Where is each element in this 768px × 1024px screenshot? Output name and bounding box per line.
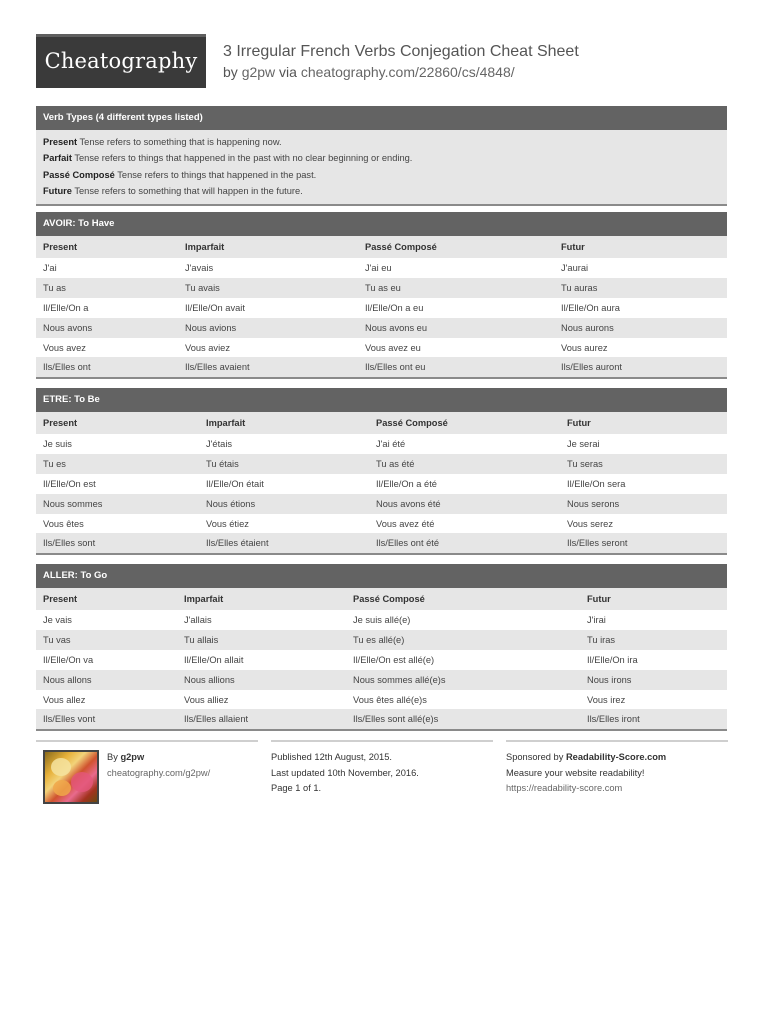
table-cell: Nous serons [560,494,727,514]
updated-date: Last updated 10th November, 2016. [271,767,419,778]
table-cell: Il/Elle/On a eu [358,298,554,318]
table-cell: Ils/Elles iront [580,709,727,729]
table-cell: Tu as été [369,454,560,474]
column-header: Present [36,588,177,610]
table-cell: Nous étions [199,494,369,514]
footer-sponsor-column [506,740,728,797]
column-header: Futur [554,236,727,258]
table-cell: Vous avez eu [358,338,554,358]
table-cell: Tu allais [177,630,346,650]
table-cell: Ils/Elles sont allé(e)s [346,709,580,729]
page-count: Page 1 of 1. [271,783,322,793]
table-row [36,650,727,670]
table-cell: Vous serez [560,514,727,534]
etre-heading: ETRE: To Be [36,388,727,412]
verb-type-item [43,183,720,199]
table-cell: Tu es allé(e) [346,630,580,650]
table-cell: Vous alliez [177,690,346,710]
table-cell: J'aurai [554,258,727,278]
table-cell: Je suis allé(e) [346,610,580,630]
table-header-row [36,588,727,610]
table-row [36,454,727,474]
table-cell: Il/Elle/On ira [580,650,727,670]
table-cell: Ils/Elles ont été [369,533,560,553]
verb-type-item [43,167,720,183]
table-cell: Ils/Elles sont [36,533,199,553]
verb-type-text: Tense refers to something that will happen in the future. [74,186,303,197]
avoir-table [36,236,727,377]
column-header: Imparfait [178,236,358,258]
table-cell: Il/Elle/On avait [178,298,358,318]
sponsor-link[interactable]: Readability-Score.com [565,752,667,762]
avoir-heading: AVOIR: To Have [36,212,727,236]
etre-section [36,388,727,555]
verb-type-term: Future [43,186,72,197]
table-cell: Tu auras [554,278,727,298]
table-cell: Il/Elle/On est allé(e) [346,650,580,670]
table-row [36,357,727,377]
table-cell: J'allais [177,610,346,630]
table-cell: Nous aurons [554,318,727,338]
table-row [36,258,727,278]
table-cell: J'ai été [369,434,560,454]
byline-via: via [279,64,297,80]
page-header [36,34,728,88]
table-cell: Nous allions [177,670,346,690]
page-footer [36,740,728,810]
aller-table [36,588,727,729]
table-row [36,318,727,338]
verb-type-item [43,134,720,150]
table-cell: Tu seras [560,454,727,474]
table-row [36,630,727,650]
table-cell: Ils/Elles ont [36,357,178,377]
table-cell: Il/Elle/On était [199,474,369,494]
published-date: Published 12th August, 2015. [271,752,392,762]
table-cell: Ils/Elles avaient [178,357,358,377]
verb-type-item [43,150,720,166]
table-header-row [36,412,727,434]
byline [223,64,515,80]
column-header: Passé Composé [358,236,554,258]
table-cell: Tu avais [178,278,358,298]
table-cell: Nous sommes [36,494,199,514]
table-row [36,434,727,454]
footer-dates-column [271,740,493,797]
column-header: Imparfait [199,412,369,434]
table-header-row [36,236,727,258]
page-title: 3 Irregular French Verbs Conjegation Cheat Sheet [223,43,579,60]
cheatography-logo[interactable]: Cheatography [36,34,206,88]
table-cell: Ils/Elles auront [554,357,727,377]
column-header: Futur [580,588,727,610]
table-cell: Vous allez [36,690,177,710]
verb-type-text: Tense refers to things that happened in the past with no clear beginning or ending. [74,153,413,164]
column-header: Imparfait [177,588,346,610]
aller-heading: ALLER: To Go [36,564,727,588]
footer-author-column [36,740,258,806]
table-cell: Il/Elle/On a été [369,474,560,494]
table-cell: Il/Elle/On aura [554,298,727,318]
table-row [36,338,727,358]
avatar-flower-shape [71,772,93,792]
table-cell: Tu iras [580,630,727,650]
sponsor-url[interactable]: https://readability-score.com [506,783,623,793]
column-header: Present [36,236,178,258]
sponsor-line [506,750,728,766]
sponsor-prefix: Sponsored by [506,752,564,762]
table-cell: J'étais [199,434,369,454]
verb-type-text: Tense refers to something that is happening now. [79,137,282,147]
avatar[interactable] [43,750,99,804]
table-cell: J'ai [36,258,178,278]
table-cell: Ils/Elles seront [560,533,727,553]
verb-type-text: Tense refers to things that happened in the past. [117,169,317,180]
table-cell: Nous avons été [369,494,560,514]
table-cell: Il/Elle/On va [36,650,177,670]
table-cell: Vous aviez [178,338,358,358]
table-row [36,610,727,630]
table-cell: Vous êtes allé(e)s [346,690,580,710]
etre-table [36,412,727,553]
table-cell: Il/Elle/On a [36,298,178,318]
aller-section [36,564,727,731]
verb-types-list [36,130,727,204]
table-cell: Ils/Elles ont eu [358,357,554,377]
table-cell: Nous irons [580,670,727,690]
byline-by: by [223,64,238,80]
table-cell: Tu es [36,454,199,474]
table-cell: Je suis [36,434,199,454]
sheet-url-link[interactable]: cheatography.com/22860/cs/4848/ [300,64,515,80]
table-row [36,670,727,690]
verb-type-term: Passé Composé [43,169,115,180]
table-cell: Vous avez été [369,514,560,534]
table-cell: Nous sommes allé(e)s [346,670,580,690]
table-cell: Tu as [36,278,178,298]
verb-types-section [36,106,727,206]
avoir-section [36,212,727,379]
table-cell: Vous étiez [199,514,369,534]
table-cell: Ils/Elles vont [36,709,177,729]
table-row [36,494,727,514]
table-cell: Tu vas [36,630,177,650]
footer-author-link[interactable]: g2pw [120,752,145,762]
verb-types-heading: Verb Types (4 different types listed) [36,106,727,130]
table-row [36,298,727,318]
column-header: Passé Composé [369,412,560,434]
table-cell: Vous êtes [36,514,199,534]
table-cell: J'ai eu [358,258,554,278]
table-cell: Tu as eu [358,278,554,298]
avatar-flower-shape [51,758,71,776]
table-row [36,533,727,553]
table-cell: Il/Elle/On est [36,474,199,494]
table-cell: Ils/Elles allaient [177,709,346,729]
table-row [36,709,727,729]
table-cell: Je vais [36,610,177,630]
table-cell: Ils/Elles étaient [199,533,369,553]
table-cell: J'avais [178,258,358,278]
verb-type-term: Present [43,137,78,147]
table-cell: Vous avez [36,338,178,358]
table-cell: J'irai [580,610,727,630]
table-row [36,514,727,534]
table-row [36,474,727,494]
footer-author-url[interactable]: cheatography.com/g2pw/ [107,768,211,778]
table-row [36,690,727,710]
table-row [36,278,727,298]
table-cell: Vous irez [580,690,727,710]
column-header: Futur [560,412,727,434]
table-cell: Il/Elle/On sera [560,474,727,494]
table-cell: Nous avions [178,318,358,338]
column-header: Passé Composé [346,588,580,610]
table-cell: Vous aurez [554,338,727,358]
avatar-flower-shape [53,780,71,796]
table-cell: Tu étais [199,454,369,474]
table-cell: Nous avons [36,318,178,338]
author-link[interactable]: g2pw [241,64,276,80]
column-header: Present [36,412,199,434]
table-cell: Il/Elle/On allait [177,650,346,670]
sponsor-tagline: Measure your website readability! [506,767,645,778]
table-cell: Nous avons eu [358,318,554,338]
verb-type-term: Parfait [43,153,72,164]
footer-by: By [107,752,118,762]
table-cell: Je serai [560,434,727,454]
footer-author-line [107,750,144,766]
table-cell: Nous allons [36,670,177,690]
